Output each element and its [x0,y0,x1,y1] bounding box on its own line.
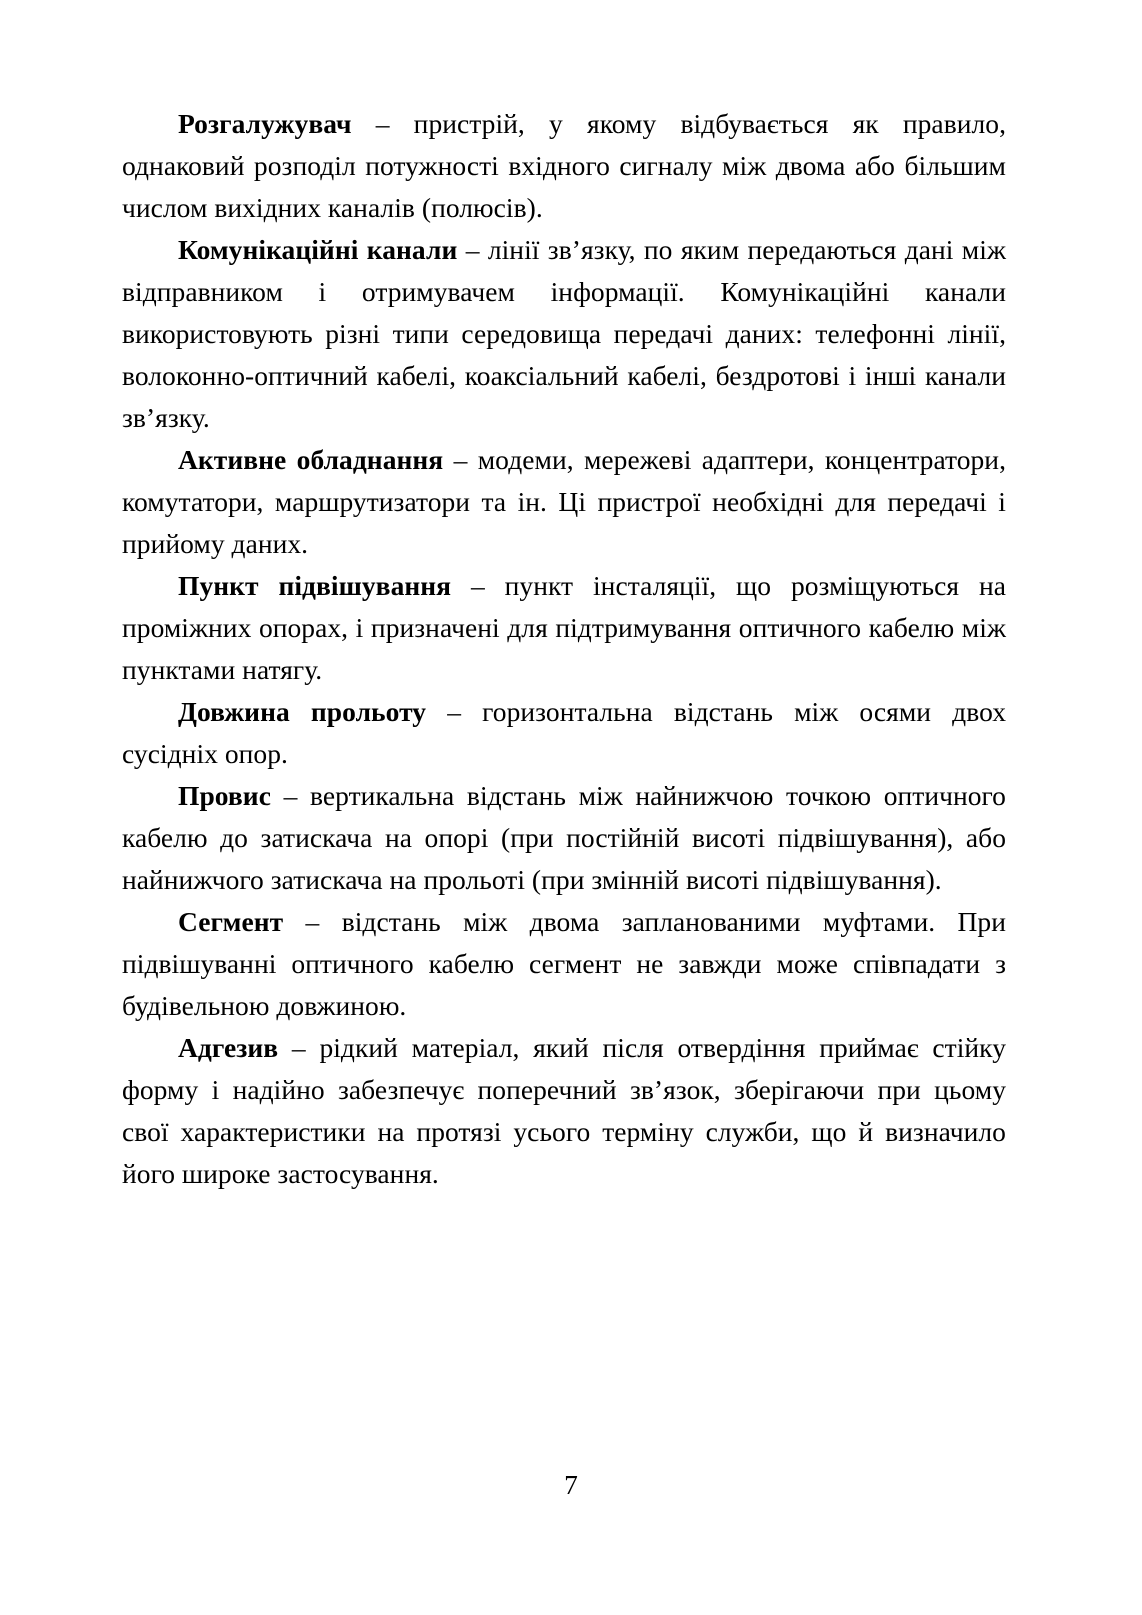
definition-term: Адгезив [178,1032,279,1063]
definition-body: – пристрій, у якому відбувається як правило, однаковий розподіл потужності вхідного сигналу між двома або більшим числом вихідних каналів (полюсів). [122,108,1006,223]
definition-paragraph [122,229,1006,439]
definition-term: Комунікаційні канали [178,234,458,265]
page-number: 7 [564,1469,578,1500]
definition-body: – модеми, мережеві адаптери, концентратори, комутатори, маршрутизатори та ін. Ці пристрої необхідні для передачі і прийому даних. [122,444,1006,559]
definition-paragraph [122,691,1006,775]
definition-term: Довжина прольоту [178,696,427,727]
definition-term: Пункт підвішування [178,570,452,601]
definition-term: Розгалужувач [178,108,352,139]
definition-paragraph [122,901,1006,1027]
definition-paragraph [122,103,1006,229]
definition-term: Провис [178,780,271,811]
definition-paragraph [122,1027,1006,1195]
page-body-text [122,103,1006,1195]
definition-term: Сегмент [178,906,284,937]
definition-body: – вертикальна відстань між найнижчою точкою оптичного кабелю до затискача на опорі (при постійній висоті підвішування), або найнижчого затискача на прольоті (при змінній висоті підвішування). [122,780,1006,895]
definition-term: Активне обладнання [178,444,444,475]
definition-body: – відстань між двома запланованими муфтами. При підвішуванні оптичного кабелю сегмент не завжди може співпадати з будівельною довжиною. [122,906,1006,1021]
definition-body: – горизонтальна відстань між осями двох сусідніх опор. [122,696,1006,769]
definition-paragraph [122,775,1006,901]
definition-paragraph [122,565,1006,691]
definition-body: – лінії зв’язку, по яким передаються дані між відправником і отримувачем інформації. Комунікаційні канали використовують різні типи середовища передачі даних: телефонні лінії, волоконно-оптичний кабелі, коаксіальний кабелі, бездротові і інші канали зв’язку. [122,234,1006,433]
definition-paragraph [122,439,1006,565]
page-footer [0,1468,1142,1502]
definition-body: – рідкий матеріал, який після отвердіння приймає стійку форму і надійно забезпечує поперечний зв’язок, зберігаючи при цьому свої характеристики на протязі усього терміну служби, що й визначило його широке застосування. [122,1032,1006,1189]
definition-body: – пункт інсталяції, що розміщуються на проміжних опорах, і призначені для підтримування оптичного кабелю між пунктами натягу. [122,570,1006,685]
